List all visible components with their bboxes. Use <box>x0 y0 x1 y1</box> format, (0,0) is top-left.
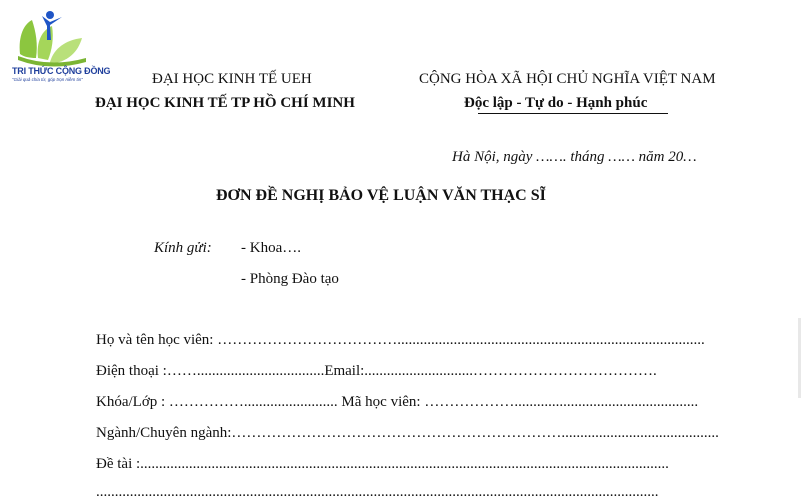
field-course-student-id: Khóa/Lớp : ……………......................... Mã học viên: ………………................................................. <box>96 394 699 410</box>
logo-slogan: "Giải quả chia từ, góp trọn niềm tin" <box>12 77 83 82</box>
field-thesis-topic: Đề tài :............................................................................................................................................. <box>96 456 669 472</box>
logo-left-leaf <box>20 20 37 58</box>
university-name-line1: ĐẠI HỌC KINH TẾ UEH <box>152 71 312 87</box>
national-motto: Độc lập - Tự do - Hạnh phúc <box>464 95 648 111</box>
field-major: Ngành/Chuyên ngành:………………………………………………………….......................................... <box>96 425 719 441</box>
national-title: CỘNG HÒA XÃ HỘI CHỦ NGHĨA VIỆT NAM <box>419 71 716 87</box>
document-title: ĐƠN ĐỀ NGHỊ BẢO VỆ LUẬN VĂN THẠC SĨ <box>216 187 546 204</box>
logo-middle-leaf <box>38 26 53 60</box>
university-name-line2: ĐẠI HỌC KINH TẾ TP HỒ CHÍ MINH <box>95 95 355 111</box>
date-line: Hà Nội, ngày ……. tháng …… năm 20… <box>452 149 697 165</box>
recipient-item: - Khoa…. <box>241 240 301 256</box>
recipient-item: - Phòng Đào tạo <box>241 271 339 287</box>
field-thesis-topic-continued: ...................................................................................................................................................... <box>96 484 659 500</box>
field-student-name: Họ và tên học viên: ……………………………….................................................................................. <box>96 332 705 348</box>
logo-person-head <box>46 11 54 19</box>
field-phone-email: Điện thoại :……..................................Email:.............................………………………………. <box>96 363 657 379</box>
motto-underline <box>478 113 668 114</box>
recipients-label: Kính gửi: <box>154 240 212 256</box>
logo-brand-text: TRI THỨC CỘNG ĐỒNG <box>12 66 111 76</box>
logo-right-leaf <box>50 38 82 64</box>
